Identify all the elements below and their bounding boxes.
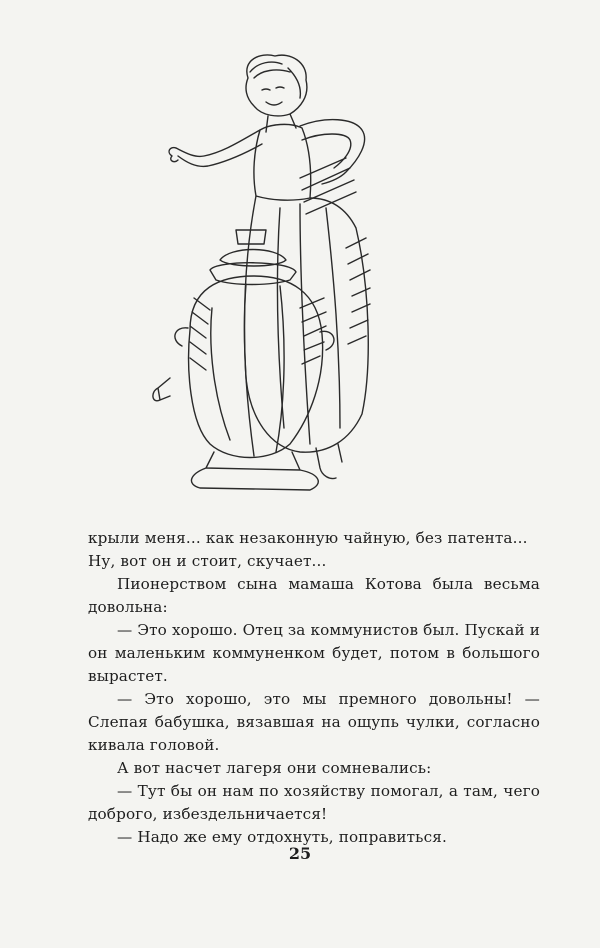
sketch-drawing <box>150 48 430 500</box>
paragraph-2: Пионерством сына мамаша Котова была весьма довольна: <box>88 575 540 616</box>
paragraph-1-line-1: крыли меня... как незаконную чайную, без патента... <box>88 529 528 547</box>
page-number: 25 <box>288 844 312 863</box>
paragraph-6: — Тут бы он нам по хозяйству помогал, а там, чего доброго, избездельничается! <box>88 782 540 823</box>
paragraph-5: А вот насчет лагеря они сомневались: <box>117 759 432 777</box>
illustration-woman-with-samovar <box>150 48 430 500</box>
body-text <box>88 527 540 849</box>
paragraph-3: — Это хорошо. Отец за коммунистов был. Пускай и он маленьким коммуненком будет, потом в большого вырастет. <box>88 621 540 685</box>
paragraph-1-line-2: Ну, вот он и стоит, скучает... <box>88 552 327 570</box>
paragraph-4: — Это хорошо, это мы премного довольны! — Слепая бабушка, вязавшая на ощупь чулки, согласно кивала головой. <box>88 690 540 754</box>
paragraph-7: — Надо же ему отдохнуть, поправиться. <box>117 828 447 846</box>
